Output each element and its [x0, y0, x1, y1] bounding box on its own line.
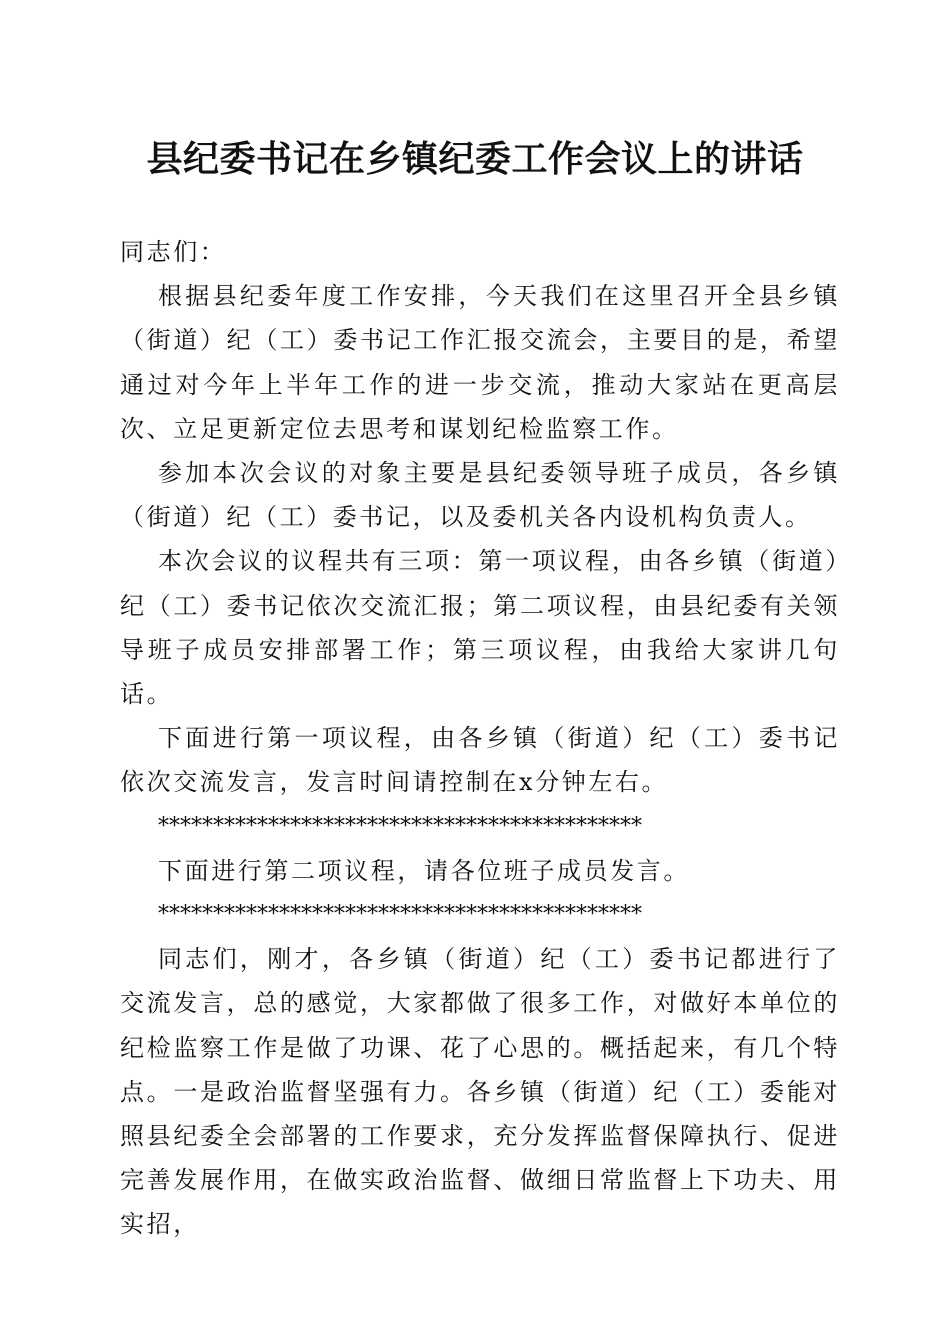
separator-asterisks: ******************************************** — [158, 902, 642, 928]
paragraph-first-item: 下面进行第一项议程，由各乡镇（街道）纪（工）委书记依次交流发言，发言时间请控制在x分钟左右。 — [120, 724, 840, 797]
paragraph-agenda: 本次会议的议程共有三项：第一项议程，由各乡镇（街道）纪（工）委书记依次交流汇报；第二项议程，由县纪委有关领导班子成员安排部署工作；第三项议程，由我给大家讲几句话。 — [120, 547, 840, 709]
document-title: 县纪委书记在乡镇纪委工作会议上的讲话 — [146, 138, 804, 180]
paragraph-meeting-purpose: 根据县纪委年度工作安排，今天我们在这里召开全县乡镇（街道）纪（工）委书记工作汇报交流会，主要目的是，希望通过对今年上半年工作的进一步交流，推动大家站在更高层次、立足更新定位去思考和谋划纪检监察工作。 — [120, 282, 840, 443]
paragraph-closing-remarks: 同志们，刚才，各乡镇（街道）纪（工）委书记都进行了交流发言，总的感觉，大家都做了很多工作，对做好本单位的纪检监察工作是做了功课、花了心思的。概括起来，有几个特点。一是政治监督坚强有力。各乡镇（街道）纪（工）委能对照县纪委全会部署的工作要求，充分发挥监督保障执行、促进完善发展作用，在做实政治监督、做细日常监督上下功夫、用实招， — [120, 945, 840, 1239]
document-body — [120, 230, 840, 1247]
separator-asterisks: ******************************************** — [158, 813, 642, 839]
salutation: 同志们： — [120, 238, 227, 266]
paragraph-second-item: 下面进行第二项议程，请各位班子成员发言。 — [158, 856, 690, 885]
paragraph-attendees: 参加本次会议的对象主要是县纪委领导班子成员，各乡镇（街道）纪（工）委书记，以及委机关各内设机构负责人。 — [120, 459, 840, 532]
